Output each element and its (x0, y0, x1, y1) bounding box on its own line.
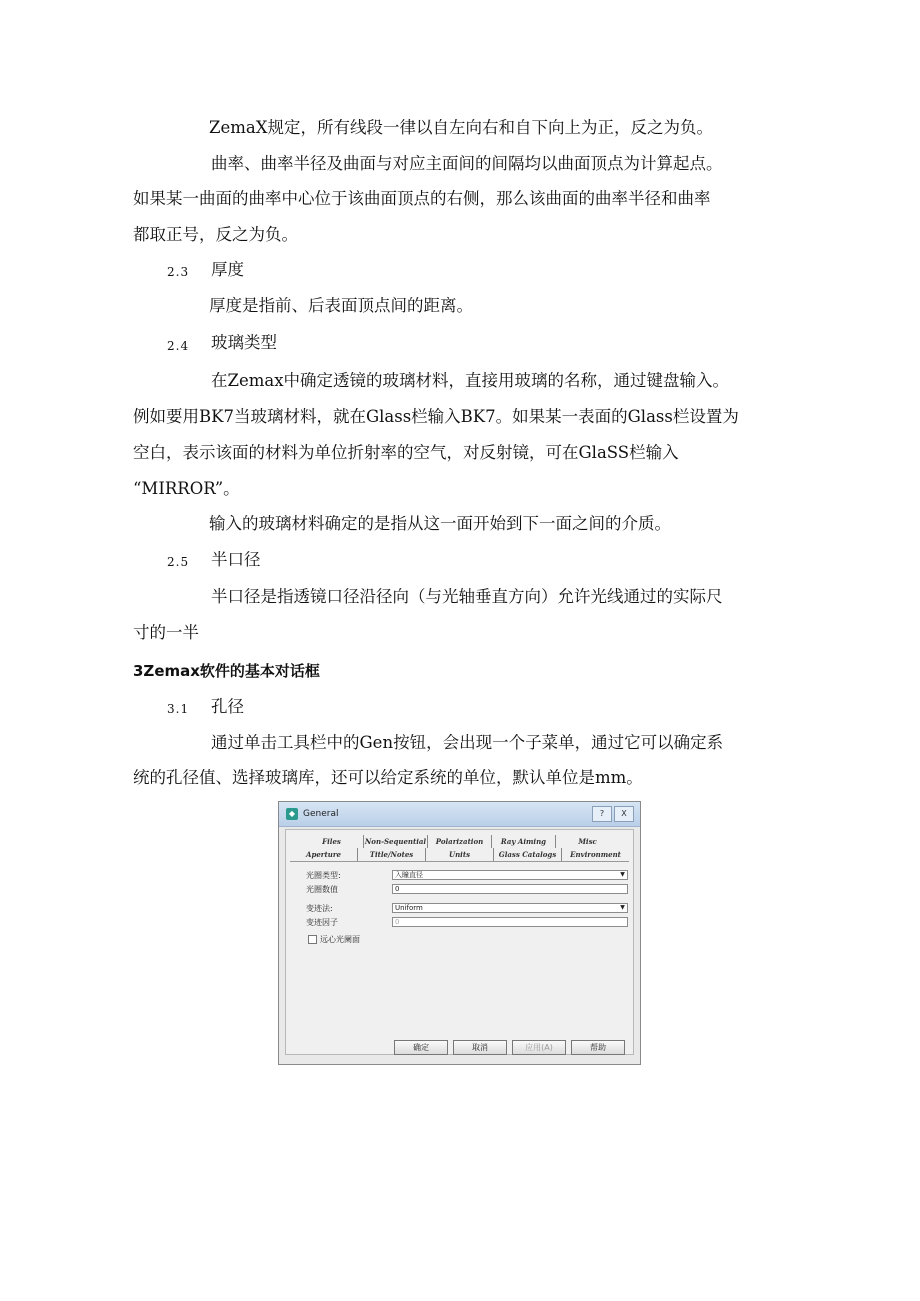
tab-non-sequential[interactable]: Non-Sequential (364, 837, 427, 846)
chapter-3-heading: 3Zemax软件的基本对话框 (133, 662, 320, 680)
chevron-down-icon[interactable]: ▼ (620, 904, 625, 911)
para-semi-diameter-1: 半口径是指透镜口径沿径向（与光轴垂直方向）允许光线通过的实际尺 (211, 587, 723, 606)
help-button[interactable]: 帮助 (571, 1040, 625, 1055)
telecentric-checkbox[interactable] (308, 935, 317, 944)
para-curvature-cont-2: 都取正号，反之为负。 (133, 225, 298, 244)
section-3-1-title: 孔径 (211, 697, 244, 716)
section-2-4-title: 玻璃类型 (211, 333, 277, 352)
para-semi-diameter-2: 寸的一半 (133, 623, 199, 642)
tab-ray-aiming[interactable]: Ray Aiming (492, 835, 556, 848)
dialog-client-area (285, 829, 634, 1055)
para-glass-3: 空白，表示该面的材料为单位折射率的空气，对反射镜，可在GlaSS栏输入 (133, 443, 679, 462)
tab-polarization[interactable]: Polarization (428, 835, 492, 848)
dialog-title: General (303, 809, 339, 819)
aperture-value-label: 光圈数值 (306, 885, 338, 894)
tab-row-1 (300, 835, 619, 848)
aperture-type-select[interactable] (392, 870, 628, 880)
para-glass-1: 在Zemax中确定透镜的玻璃材料，直接用玻璃的名称，通过键盘输入。 (211, 371, 730, 390)
para-glass-medium: 输入的玻璃材料确定的是指从这一面开始到下一面之间的介质。 (209, 514, 671, 533)
tab-units[interactable]: Units (426, 848, 494, 861)
tab-row-2 (290, 848, 629, 862)
telecentric-label: 远心光阑面 (320, 935, 360, 944)
para-thickness: 厚度是指前、后表面顶点间的距离。 (209, 296, 473, 315)
tab-environment[interactable]: Environment (570, 850, 621, 859)
tab-aperture[interactable]: Aperture (290, 848, 358, 861)
apodization-factor-label: 变迹因子 (306, 918, 338, 927)
apodization-label: 变迹法: (306, 904, 333, 913)
tab-title-notes[interactable]: Title/Notes (358, 848, 426, 861)
section-3-1-number: 3.1 (167, 702, 190, 716)
close-icon[interactable]: X (614, 806, 634, 822)
general-dialog (278, 801, 641, 1065)
aperture-type-value: 入瞳直径 (395, 871, 423, 879)
cancel-button[interactable]: 取消 (453, 1040, 507, 1055)
app-icon: ◆ (286, 808, 298, 820)
section-2-5-number: 2.5 (167, 555, 190, 569)
tab-files[interactable]: Files (300, 835, 364, 848)
apodization-factor-input[interactable]: 0 (392, 917, 628, 927)
para-curvature-cont-1: 如果某一曲面的曲率中心位于该曲面顶点的右侧，那么该曲面的曲率半径和曲率 (133, 189, 711, 208)
tab-misc[interactable]: Misc (578, 837, 597, 846)
tab-glass-catalogs[interactable]: Glass Catalogs (494, 848, 562, 861)
section-2-5-title: 半口径 (211, 550, 261, 569)
para-aperture-1: 通过单击工具栏中的Gen按钮，会出现一个子菜单，通过它可以确定系 (211, 733, 724, 752)
para-glass-4: “MIRROR”。 (133, 479, 240, 498)
para-aperture-2: 统的孔径值、选择玻璃库，还可以给定系统的单位，默认单位是mm。 (133, 768, 643, 787)
section-2-4-number: 2.4 (167, 339, 190, 353)
para-sign-convention: ZemaX规定，所有线段一律以自左向右和自下向上为正，反之为负。 (209, 118, 713, 137)
help-icon[interactable]: ? (592, 806, 612, 822)
chevron-down-icon[interactable]: ▼ (620, 871, 625, 878)
apply-button[interactable]: 应用(A) (512, 1040, 566, 1055)
apodization-value: Uniform (395, 904, 423, 912)
apodization-select[interactable] (392, 903, 628, 913)
section-2-3-number: 2.3 (167, 265, 190, 279)
aperture-value-input[interactable]: 0 (392, 884, 628, 894)
section-2-3-title: 厚度 (211, 260, 244, 279)
ok-button[interactable]: 确定 (394, 1040, 448, 1055)
aperture-type-label: 光圈类型: (306, 871, 341, 880)
para-glass-2: 例如要用BK7当玻璃材料，就在Glass栏输入BK7。如果某一表面的Glass栏设置为 (133, 407, 739, 426)
para-curvature: 曲率、曲率半径及曲面与对应主面间的间隔均以曲面顶点为计算起点。 (211, 154, 723, 173)
dialog-titlebar[interactable] (279, 802, 640, 827)
